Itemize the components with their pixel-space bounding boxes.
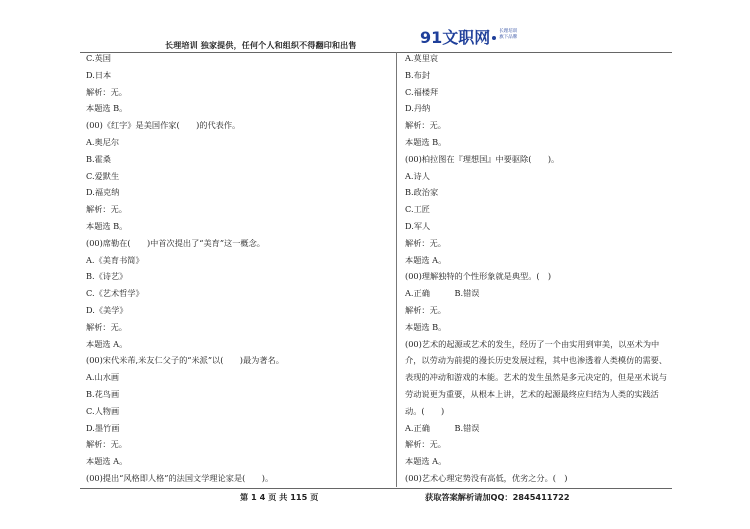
text-line: 本题选 A。 [86,338,128,349]
text-line: A.莫里哀 [405,53,439,63]
right-column [405,50,670,487]
text-line: 解析：无。 [86,321,127,332]
text-line: 解析：无。 [405,120,446,131]
text-line: (00)艺术心理定势没有高低，优劣之分。( ) [405,472,568,483]
text-line: D.墨竹画 [86,422,120,433]
column-divider [396,52,397,487]
logo-dot-icon [492,36,496,40]
text-line: B.《诗艺》 [86,271,128,282]
text-line: D.日本 [86,69,112,80]
text-line: 本题选 B。 [86,103,128,114]
text-line: B.霍桑 [86,153,111,164]
text-line: 本题选 B。 [405,321,447,332]
text-line: (00)提出“风格即人格”的法国文学理论家是( )。 [86,472,274,483]
text-line: 解析：无。 [86,439,127,450]
text-line: (00)宋代米芾,米友仁父子的“米派”以( )最为著名。 [86,355,284,366]
footer-promo: 获取答案解析请加QQ：2845411722 [425,492,570,502]
text-line: C.《艺术哲学》 [86,288,144,299]
text-line: B.布封 [405,69,430,80]
text-line: 本题选 B。 [86,220,128,231]
text-line: 本题选 A。 [405,456,447,467]
text-line: 本题选 A。 [405,254,447,265]
text-line: 解析：无。 [405,439,446,450]
text-line: 本题选 A。 [86,456,128,467]
logo-slogan [499,29,517,41]
text-line: B.花鸟画 [86,388,120,399]
text-line: A.山水画 [86,372,120,383]
text-line: (00)席勒在( )中首次提出了“美育”这一概念。 [86,237,265,248]
text-line: 解析：无。 [86,86,127,97]
logo-text: 91文职网 [420,28,491,47]
text-line: A.奥尼尔 [86,136,120,147]
text-line: A.正确 B.错误 [405,288,480,299]
text-line: C.爱默生 [86,170,120,181]
text-line: 本题选 B。 [405,136,447,147]
text-line: A.正确 B.错误 [405,422,480,433]
page-number: 第 1 4 页 共 115 页 [240,492,319,502]
logo-slogan-line-2: 旗下品牌 [499,35,518,40]
text-line: (00)《红字》是美国作家( )的代表作。 [86,120,241,131]
brand-logo [420,25,517,47]
text-line: C.工匠 [405,204,430,215]
text-line: C.福楼拜 [405,86,439,97]
text-line: A.诗人 [405,170,430,181]
text-line: 解析：无。 [405,304,446,315]
text-line: D.军人 [405,220,431,231]
text-line: B.政治家 [405,187,439,198]
left-column [86,50,386,487]
header-notice: 长理培训 独家提供，任何个人和组织不得翻印和出售 [165,41,357,50]
logo-slogan-line-1: 长理培训 [499,29,518,34]
text-line: D.丹纳 [405,103,431,114]
text-line: (00)柏拉图在『理想国』中要驱除( )。 [405,153,560,164]
text-line: 解析：无。 [405,237,446,248]
text-line: C.人物画 [86,405,120,416]
text-line: C.英国 [86,53,111,63]
text-line: A.《美育书简》 [86,254,144,265]
text-line: 解析：无。 [86,204,127,215]
text-line: (00)理解独特的个性形象就是典型。( ) [405,271,552,282]
question-paragraph: (00)艺术的起源或艺术的发生，经历了一个由实用到审美，以巫术为中介，以劳动为前提的漫长历史发展过程，其中也渗透着人类模仿的需要、表现的冲动和游戏的本能。艺术的发生虽然是多元决定的，但是巫术说与劳动说更为重要，从根本上讲，艺术的起源最终应归结为人类的实践活动。( ) [405,338,668,416]
text-line: D.《美学》 [86,304,128,315]
text-line: D.福克纳 [86,187,120,198]
